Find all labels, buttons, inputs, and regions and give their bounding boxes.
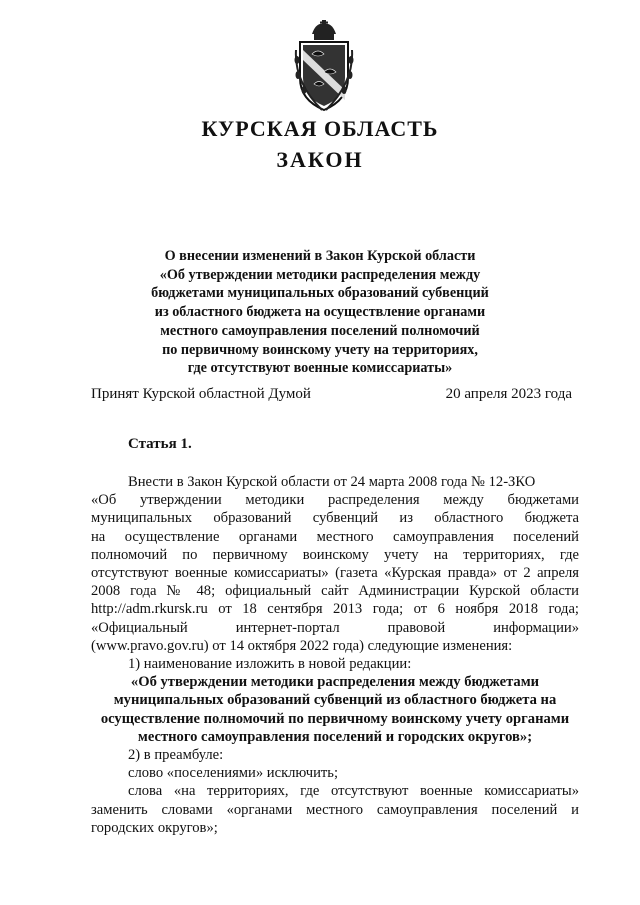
adopted-by: Принят Курской областной Думой	[91, 386, 311, 402]
body-text-line: отсутствуют военные комиссариаты» (газета «Курская правда» от 2 апреля	[91, 565, 579, 582]
law-title-line: местного самоуправления поселений полномочий	[160, 322, 480, 339]
body-text-line: муниципальных образований субвенций из областного бюджета на	[113, 692, 557, 709]
body-text-line: полномочий по первичному воинскому учету на территориях, где	[91, 546, 579, 563]
body-text-line: http://adm.rkursk.ru от 18 сентября 2013 года; от 6 ноября 2018 года;	[91, 601, 579, 618]
body-text-line: «Об утверждении методики распределения между бюджетами	[130, 674, 540, 691]
adoption-date: 20 апреля 2023 года	[445, 386, 572, 402]
article-body	[91, 473, 579, 837]
law-title-line: из областного бюджета на осуществление органами	[154, 304, 486, 321]
body-text-line: 2) в преамбуле:	[128, 747, 224, 764]
region-heading: КУРСКАЯ ОБЛАСТЬ	[201, 116, 439, 141]
law-title-line: «Об утверждении методики распределения между	[159, 266, 481, 283]
body-text-line: «Официальный интернет-портал правовой информации»	[91, 619, 579, 636]
body-text-line: 2008 года № 48; официальный сайт Администрации Курской области	[91, 583, 579, 600]
body-text-line: (www.pravo.gov.ru) от 14 октября 2022 года) следующие изменения:	[91, 637, 513, 654]
document-type-heading: ЗАКОН	[276, 147, 364, 172]
coat-of-arms-emblem	[294, 20, 354, 112]
body-text-line: осуществление полномочий по первичному воинскому учету органами	[100, 710, 570, 727]
body-text-line: на осуществление органами местного самоуправления поселений	[91, 528, 579, 545]
body-text-line: Внести в Закон Курской области от 24 марта 2008 года № 12-ЗКО	[128, 474, 536, 490]
body-text-line: муниципальных образований субвенций из областного бюджета	[91, 510, 579, 527]
law-title-line: бюджетами муниципальных образований субвенций	[151, 285, 489, 302]
body-text-line: слово «поселениями» исключить;	[128, 765, 339, 782]
body-text-line: 1) наименование изложить в новой редакции:	[128, 656, 412, 673]
body-text-line: местного самоуправления поселений и городских округов»;	[137, 728, 533, 745]
body-text-line: городских округов»;	[91, 819, 218, 836]
law-title-line: по первичному воинскому учету на территориях,	[162, 341, 478, 358]
body-text-line: слова «на территориях, где отсутствуют военные комиссариаты»	[128, 783, 579, 800]
body-text-line: «Об утверждении методики распределения между бюджетами	[91, 492, 579, 509]
law-title-line: где отсутствуют военные комиссариаты»	[187, 360, 453, 377]
law-title	[110, 247, 530, 378]
article-heading: Статья 1.	[128, 436, 192, 452]
law-title-line: О внесении изменений в Закон Курской области	[164, 248, 476, 264]
body-text-line: заменить словами «органами местного самоуправления поселений и	[91, 801, 579, 818]
